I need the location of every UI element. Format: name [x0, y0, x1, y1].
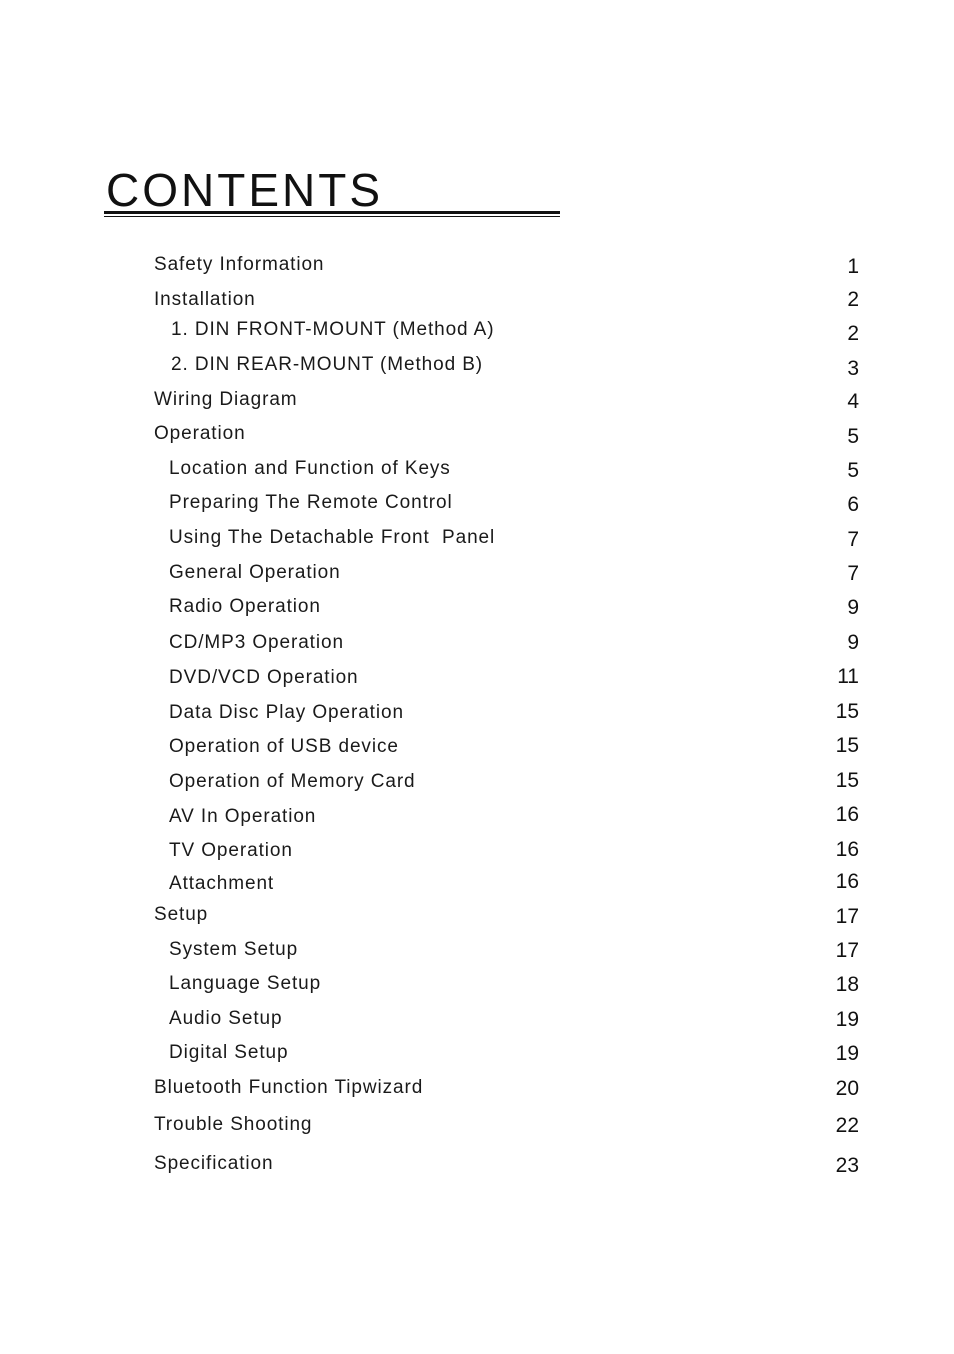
toc-entry-label: Language Setup — [169, 973, 322, 994]
toc-entry-page: 23 — [835, 1154, 859, 1177]
toc-entry-bluetooth-tipwizard[interactable] — [0, 1073, 954, 1103]
toc-entry-label: Data Disc Play Operation — [169, 702, 404, 723]
toc-entry-label: Audio Setup — [169, 1008, 283, 1029]
toc-entry-dvd-vcd-operation[interactable] — [0, 663, 954, 693]
toc-entry-page: 6 — [847, 493, 859, 516]
toc-entry-page: 19 — [835, 1008, 859, 1031]
toc-entry-page: 22 — [835, 1114, 859, 1137]
toc-entry-memory-card[interactable] — [0, 767, 954, 797]
toc-entry-page: 7 — [847, 562, 859, 585]
toc-entry-label: 2. DIN REAR-MOUNT (Method B) — [171, 354, 484, 375]
toc-entry-trouble-shooting[interactable] — [0, 1110, 954, 1140]
toc-entry-page: 17 — [835, 939, 859, 962]
toc-entry-wiring-diagram[interactable] — [0, 385, 954, 415]
toc-entry-usb-device[interactable] — [0, 732, 954, 762]
toc-entry-label: System Setup — [169, 939, 299, 960]
toc-entry-label: Trouble Shooting — [154, 1114, 313, 1135]
toc-entry-operation[interactable] — [0, 419, 954, 449]
toc-entry-tv-operation[interactable] — [0, 836, 954, 866]
toc-entry-page: 9 — [847, 631, 859, 654]
toc-entry-label: DVD/VCD Operation — [169, 667, 359, 688]
toc-entry-system-setup[interactable] — [0, 935, 954, 965]
toc-entry-attachment[interactable] — [0, 869, 954, 899]
toc-entry-data-disc-play[interactable] — [0, 698, 954, 728]
toc-entry-label: Safety Information — [154, 254, 325, 275]
toc-entry-av-in-operation[interactable] — [0, 802, 954, 832]
toc-entry-safety-information[interactable] — [0, 250, 954, 280]
toc-entry-page: 19 — [835, 1042, 859, 1065]
toc-entry-preparing-remote-control[interactable] — [0, 488, 954, 518]
toc-entry-installation[interactable] — [0, 285, 954, 315]
toc-entry-page: 3 — [847, 357, 859, 380]
toc-entry-label: Preparing The Remote Control — [169, 492, 453, 513]
toc-entry-page: 16 — [835, 838, 859, 861]
toc-entry-page: 17 — [835, 905, 859, 928]
toc-entry-page: 15 — [835, 769, 859, 792]
toc-entry-page: 20 — [835, 1077, 859, 1100]
toc-entry-label: Operation — [154, 423, 246, 444]
toc-entry-label: Specification — [154, 1153, 274, 1174]
toc-entry-label: Wiring Diagram — [154, 389, 298, 410]
toc-entry-page: 16 — [835, 870, 859, 893]
toc-entry-setup[interactable] — [0, 900, 954, 930]
toc-entry-label: 1. DIN FRONT-MOUNT (Method A) — [171, 319, 495, 340]
toc-entry-general-operation[interactable] — [0, 558, 954, 588]
toc-entry-din-rear-mount[interactable] — [0, 350, 954, 380]
toc-entry-page: 11 — [837, 665, 859, 688]
toc-entry-page: 16 — [835, 803, 859, 826]
toc-entry-label: Operation of USB device — [169, 736, 399, 757]
page-title: CONTENTS — [106, 164, 383, 216]
toc-entry-page: 15 — [835, 734, 859, 757]
toc-entry-page: 5 — [847, 425, 859, 448]
toc-entry-language-setup[interactable] — [0, 969, 954, 999]
toc-entry-page: 2 — [847, 288, 859, 311]
toc-entry-label: Digital Setup — [169, 1042, 289, 1063]
toc-entry-page: 5 — [847, 459, 859, 482]
toc-entry-label: Attachment — [169, 873, 275, 894]
toc-entry-label: Radio Operation — [169, 596, 321, 617]
toc-entry-page: 15 — [835, 700, 859, 723]
toc-entry-label: AV In Operation — [169, 806, 317, 827]
toc-entry-page: 7 — [847, 528, 859, 551]
toc-entry-label: CD/MP3 Operation — [169, 632, 344, 653]
toc-entry-cd-mp3-operation[interactable] — [0, 628, 954, 658]
toc-entry-page: 1 — [847, 255, 859, 278]
toc-entry-radio-operation[interactable] — [0, 592, 954, 622]
toc-entry-page: 2 — [847, 322, 859, 345]
toc-entry-audio-setup[interactable] — [0, 1004, 954, 1034]
toc-entry-detachable-front-panel[interactable] — [0, 523, 954, 553]
toc-entry-location-function-keys[interactable] — [0, 454, 954, 484]
toc-entry-label: Operation of Memory Card — [169, 771, 416, 792]
toc-entry-label: TV Operation — [169, 840, 293, 861]
toc-entry-specification[interactable] — [0, 1149, 954, 1179]
toc-entry-page: 4 — [847, 390, 859, 413]
toc-entry-page: 18 — [835, 973, 859, 996]
toc-entry-din-front-mount[interactable] — [0, 315, 954, 345]
toc-entry-label: Installation — [154, 289, 256, 310]
toc-entry-label: Setup — [154, 904, 209, 925]
toc-entry-label: General Operation — [169, 562, 341, 583]
toc-entry-label: Bluetooth Function Tipwizard — [154, 1077, 424, 1098]
toc-entry-page: 9 — [847, 596, 859, 619]
toc-entry-label: Using The Detachable Front Panel — [169, 527, 496, 548]
toc-entry-digital-setup[interactable] — [0, 1038, 954, 1068]
toc-entry-label: Location and Function of Keys — [169, 458, 451, 479]
